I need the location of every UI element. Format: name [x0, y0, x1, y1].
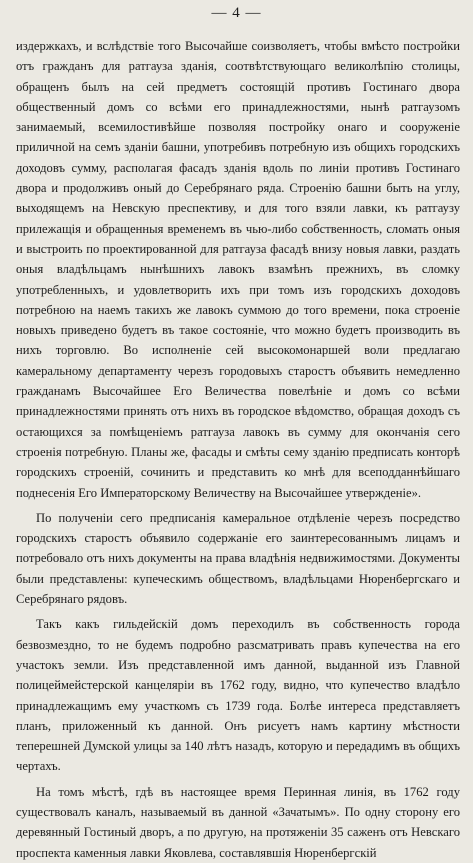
page-body [16, 36, 460, 863]
paragraph-1: издержкахъ, и вслѣдствіе того Высочайше соизволяетъ, чтобы вмѣсто постройки отъ гражданъ для ратгауза зданія, соотвѣтствующаго великолѣпію столицы, обращенъ былъ на сей предметъ состоящій противъ Гостинаго двора общественный домъ со всѣми его принадлежностями, нынѣ ратгаузомъ занимаемый, всемилостивѣйше позволяя постройку онаго и сооруженіе приличной на семъ зданіи башни, употребивъ потребную изъ общихъ городскихъ доходовъ сумму, располагая фасадъ зданія вдоль по линіи противъ Гостинаго двора и продолживъ оный до Серебрянаго ряда. Строенію башни быть на углу, выходящемъ на Невскую преспективу, и для того взяли лавки, къ ратгаузу прилежащія и обращенныя временемъ въ чью-либо собственность, сломать оныя и выстроить по проектированной для ратгауза фасадѣ внизу новыя лавки, раздать оныя владѣльцамъ нынѣшнихъ лавокъ взамѣнъ прежнихъ, въ сломку употребленныхъ, и удовлетворить ихъ при томъ изъ городскихъ доходовъ потребною на наемъ такихъ же лавокъ суммою до того времени, пока строеніе новыхъ приведено будетъ въ такое состояніе, что можно будетъ производить въ нихъ торговлю. Во исполненіе сей высокомонаршей воли предлагаю камеральному департаменту черезъ городовыхъ старостъ объявить немедленно гражданамъ Высочайшее Его Величества повелѣніе и домъ со всѣми принадлежностями принять отъ нихъ въ городское вѣдомство, обращая доходъ съ остающихся за помѣщеніемъ ратгауза лавокъ въ сумму для окончанія сего строенія потребную. Планы же, фасады и смѣты сему зданію предписать конторѣ городскихъ строеній, сочинить и представить ко мнѣ для всеподданнѣйшаго поднесенія Его Императорскому Величеству на Высочайшее утвержденіе». [16, 39, 460, 500]
paragraph-3: Такъ какъ гильдейскій домъ переходилъ въ собственность города безвозмездно, то не будемъ подробно разсматривать правъ купечества на его участокъ земли. Изъ представленной имъ данной, выданной изъ Главной полицеймейстерской канцеляріи въ 1762 году, видно, что купечество владѣло принадлежащимъ ему участкомъ съ 1739 года. Болѣе интереса представляетъ планъ, приложенный къ данной. Онъ рисуетъ намъ картину мѣстности теперешней Думской улицы за 140 лѣтъ назадъ, которую и передадимъ въ общихъ чертахъ. [16, 617, 460, 774]
page-number-header: — 4 — [211, 5, 262, 21]
paragraph-2: По полученіи сего предписанія камеральное отдѣленіе черезъ посредство городскихъ старостъ объявило содержаніе его заинтересованнымъ лицамъ и потребовало отъ нихъ документы на права владѣнія недвижимостями. Документы были представлены: купеческимъ обществомъ, владѣльцами Нюренбергскаго и Серебрянаго рядовъ. [16, 510, 460, 607]
paragraph-4: На томъ мѣстѣ, гдѣ въ настоящее время Перинная линія, въ 1762 году существовалъ каналъ, называемый въ данной «Зачатымъ». По одну сторону его деревянный Гостиный дворъ, а по другую, на протяженіи 35 саженъ отъ Невскаго проспекта каменныя лавки Яковлева, составлявшія Нюренбергскій [16, 784, 460, 860]
